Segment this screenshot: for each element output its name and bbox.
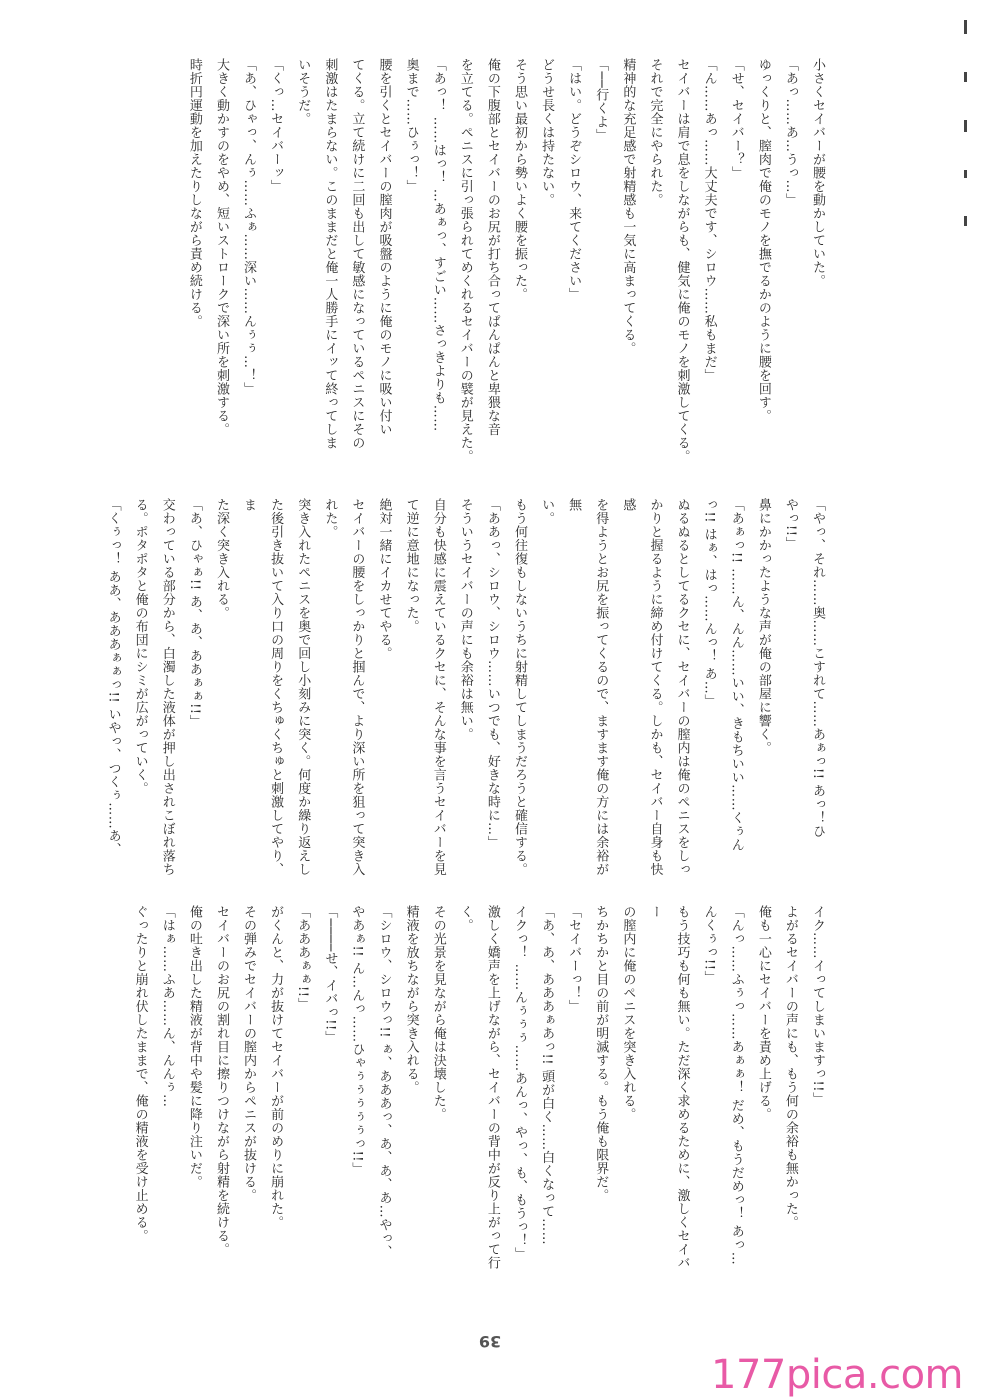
text-line: 刺激はたまらない。このままだと俺一人勝手にイッて終ってしま (322, 58, 338, 450)
text-line: 俺の下腹部とセイバーのお尻が打ち合ってぱんぱんと卑猥な音 (484, 58, 500, 436)
text-line: 鼻にかかったような声が俺の部屋に響く。 (755, 498, 771, 755)
text-line: その弾みでセイバーの膣内からペニスが抜ける。 (241, 905, 257, 1202)
text-block-middle (99, 498, 831, 883)
text-line: 「あ、ひゃっ、んぅ……ふぁ……深い……んぅぅ…！」 (241, 58, 257, 396)
text-line: ぐったりと崩れ伏したままで、俺の精液を受け止める。 (132, 905, 148, 1243)
text-line: っ!! はぁ、はっ……んっ！ あ…」 (701, 498, 717, 708)
text-line: 「くぅっ！ ああ、あああぁぁっ!! いやっ、つくぅ……あ、 (105, 498, 121, 857)
text-line: 「シロウ、シロウっ!! ぁ、あああっ、あ、あ、あ…やっ、 (376, 905, 392, 1259)
text-line: 「──行くよ」 (593, 58, 609, 143)
text-line: ゆっくりと、膣肉で俺のモノを撫でるかのように腰を回す。 (755, 58, 771, 423)
text-line: やあぁ!! ん…んっ……ひゃぅぅぅぅぅっ!!」 (349, 905, 365, 1176)
text-line: 「ああっ、シロウ、シロウ……いつでも、好きな時に…」 (484, 498, 500, 849)
text-line: 自分も快感に震えているクセに、そんな事を言うセイバーを見 (430, 498, 446, 876)
text-line: てくる。立て続けに二回も出して敏感になっているペニスにその (349, 58, 365, 450)
text-line: そう思い最初から勢いよく腰を振った。 (511, 58, 527, 301)
text-line: 「あああぁぁ!!」 (295, 905, 311, 1011)
text-line: がくんと、力が抜けてセイバーが前のめりに崩れた。 (268, 905, 284, 1229)
watermark-logo: 177pica.com (711, 1352, 963, 1398)
text-line: 精液を放ちながら突き入れる。 (403, 905, 419, 1094)
text-line: それで完全にやられた。 (647, 58, 663, 207)
text-line: 俺の吐き出した精液が背中や髪に降り注いだ。 (186, 905, 202, 1189)
text-line: セイバーのお尻の割れ目に擦りつけながら射精を続ける。 (213, 905, 229, 1256)
text-line: 「あっ……あ…うっ…」 (782, 58, 798, 207)
text-line: 「はい。どうぞシロウ、来てください」 (566, 58, 582, 301)
text-line: 「くっ…セイバーッ」 (268, 58, 284, 193)
text-line: た後引き抜いて入り口の周りをくちゅくちゅと刺激してやり、ま (241, 498, 284, 876)
text-line: 「あ、あ、あああぁあっ!! 頭が白く……白くなって…… (539, 905, 555, 1246)
text-line: 「はぁ……ふあ……ん、んんぅ… (159, 905, 175, 1108)
edge-marks (957, 20, 973, 320)
text-line: 突き入れたペニスを奥で回し小刻みに突く。何度か繰り返えし (295, 498, 311, 876)
text-line: 腰を引くとセイバーの膣肉が吸盤のように俺のモノに吸い付い (376, 58, 392, 436)
text-line: る。ポタポタと俺の布団にシミが広がっていく。 (132, 498, 148, 795)
text-line: イクっ！ ……んぅぅぅ……あんっ、やっ、も、もうっ！」 (511, 905, 527, 1261)
text-line: 「んっ……ふぅっ……あぁぁ！ だめ、もうだめっ！ あっ… (728, 905, 744, 1266)
text-line: 俺も一心にセイバーを責め上げる。 (755, 905, 771, 1121)
text-block-top (181, 58, 831, 483)
text-line: セイバーの腰をしっかりと掴んで、より深い所を狙って突き入 (349, 498, 365, 876)
text-line: 「せ、セイバー？」 (728, 58, 744, 180)
text-line: 「セイバーっ！」 (566, 905, 582, 1013)
text-line: を得ようとお尻を振ってくるので、ますます俺の方には余裕が無 (566, 498, 609, 876)
text-line: んくぅっ!!」 (701, 905, 717, 984)
page-number: 39 (478, 1332, 502, 1351)
text-line: そういうセイバーの声にも余裕は無い。 (457, 498, 473, 741)
text-line: い。 (539, 498, 555, 525)
text-line: もう何往復もしないうちに射精してしまうだろうと確信する。 (511, 498, 527, 876)
text-line: 「あぁっ!! ……ん、んん……いい、きもちいい……くぅん (728, 498, 744, 852)
text-line: もう技巧も何も無い。ただ深く求めるために、激しくセイバー (647, 905, 690, 1270)
text-line: 大きく動かすのをやめ、短いストロークで深い所を刺激する。 (213, 58, 229, 436)
text-line: 小さくセイバーが腰を動かしていた。 (810, 58, 825, 288)
text-line: かりと握るように締め付けてくる。しかも、セイバー自身も快感 (620, 498, 663, 876)
text-line: 交わっている部分から、白濁した液体が押し出されこぼれ落ち (159, 498, 175, 876)
text-line: 「あっ！ ……はっ！ …あぁっ、すごい……さっきよりも…… (430, 58, 446, 432)
text-line: 奥まで……ひぅっ！」 (403, 58, 419, 193)
text-line: その光景を見ながら俺は決壊した。 (430, 905, 446, 1121)
text-line: どうせ長くは持たない。 (539, 58, 555, 207)
text-line: 「ん……あっ……大丈夫です、シロウ……私もまだ」 (701, 58, 717, 382)
text-line: を立てる。ペニスに引っ張られてめくれるセイバーの襞が見えた。 (457, 58, 473, 463)
text-line: 精神的な充足感で射精感も一気に高まってくる。 (620, 58, 636, 355)
text-line: 時折円運動を加えたりしながら責め続ける。 (186, 58, 202, 328)
text-line: ちかちかと目の前が明滅する。もう俺も限界だ。 (593, 905, 609, 1202)
text-line: た深く突き入れる。 (213, 498, 229, 620)
text-line: 「やっ、それ……奥……こすれて……あぁっ!! あっ！ひ (810, 498, 825, 839)
text-line: の膣内に俺のペニスを突き入れる。 (620, 905, 636, 1121)
text-line: て逆に意地になった。 (403, 498, 419, 633)
text-line: セイバーは肩で息をしながらも、健気に俺のモノを刺激してくる。 (674, 58, 690, 463)
text-line: れた。 (322, 498, 338, 539)
text-line: 激しく嬌声を上げながら、セイバーの背中が反り上がって行く。 (457, 905, 500, 1270)
text-line: ぬるぬるとしてるクセに、セイバーの膣内は俺のペニスをしっ (674, 498, 690, 876)
text-line: 「────せ、イバっ!!」 (322, 905, 338, 1045)
text-line: やっ!!」 (782, 498, 798, 550)
text-line: よがるセイバーの声にも、もう何の余裕も無かった。 (782, 905, 798, 1229)
text-line: 「あ、ひゃぁ!! あ、あ、ああぁぁ!!」 (186, 498, 202, 729)
text-line: いそうだ。 (295, 58, 311, 126)
text-block-bottom (127, 905, 831, 1280)
text-line: イク……イってしまいますっ!!」 (810, 905, 825, 1106)
text-line: 絶対一緒にイカせてやる。 (376, 498, 392, 660)
